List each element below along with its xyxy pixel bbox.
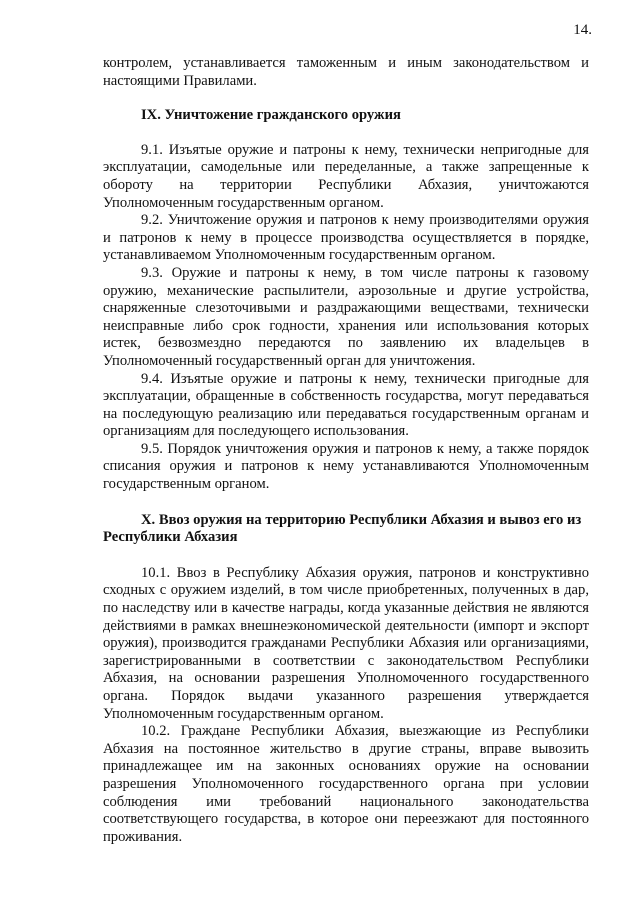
intro-paragraph: контролем, устанавливается таможенным и иным законодательством и настоящими Правилами. [103, 55, 589, 89]
page-number: 14. [573, 22, 592, 38]
paragraph-10-1: 10.1. Ввоз в Республику Абхазия оружия, патронов и конструктивно сходных с оружием изделий, в том числе приобретенных, полученных в дар, по наследству или в качестве награды, когда указанные действия не являются действиями в рамках внешнеэкономической деятельности (импорт и экспорт оружия), производится гражданами Республики Абхазия или организациями, зарегистрированными в соответствии с законодательством Республики Абхазия, на основании разрешения Уполномоченного государственного органа. Порядок выдачи указанного разрешения утверждается Уполномоченным государственным органом. [103, 564, 589, 722]
paragraph-9-5: 9.5. Порядок уничтожения оружия и патронов к нему, а также порядок списания оружия и патронов к нему устанавливаются Уполномоченным государственным органом. [103, 440, 589, 493]
paragraph-9-2: 9.2. Уничтожение оружия и патронов к нему производителями оружия и патронов к нему в процессе производства осуществляется в порядке, устанавливаемом Уполномоченным государственным органом. [103, 212, 589, 264]
document-body [103, 55, 589, 846]
paragraph-9-1: 9.1. Изъятые оружие и патроны к нему, технически непригодные для эксплуатации, самодельные или переделанные, а также запрещенные к обороту на территории Республики Абхазия, уничтожаются Уполномоченным государственным органом. [103, 141, 589, 211]
paragraph-9-3: 9.3. Оружие и патроны к нему, в том числе патроны к газовому оружию, механические распылители, аэрозольные и другие устройства, снаряженные слезоточивыми и раздражающими веществами, технически неисправные либо срок годности, хранения или использования которых истек, безвозмездно передаются по заявлению их владельцев в Уполномоченный государственный орган для уничтожения. [103, 264, 589, 369]
paragraph-10-2: 10.2. Граждане Республики Абхазия, выезжающие из Республики Абхазия на постоянное жительство в другие страны, вправе вывозить принадлежащее им на законных основаниях оружие на основании разрешения Уполномоченного государственного органа при условии соблюдения ими требований национального законодательства соответствующего государства, в которое они переезжают для постоянного проживания. [103, 723, 589, 845]
paragraph-9-4: 9.4. Изъятые оружие и патроны к нему, технически пригодные для эксплуатации, обращенные в собственность государства, могут передаваться на последующую реализацию или передаваться государственным органам и организациям для последующего использования. [103, 370, 589, 440]
section-10-heading: X. Ввоз оружия на территорию Республики Абхазия и вывоз его из Республики Абхазия [103, 511, 582, 546]
section-9-heading: IX. Уничтожение гражданского оружия [141, 107, 401, 124]
